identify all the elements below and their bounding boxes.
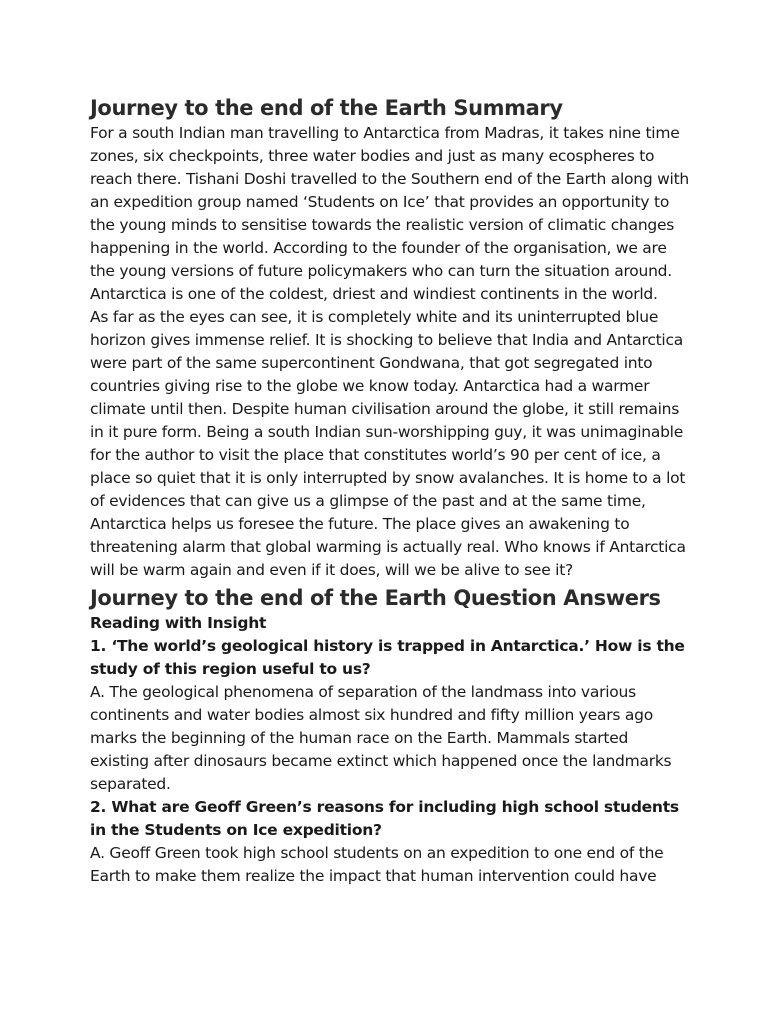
question-text: 2. What are Geoff Green’s reasons for including high school students in the Students on Ice expedition? (90, 798, 679, 839)
qa-subheading: Reading with Insight (90, 614, 267, 632)
summary-paragraph: As far as the eyes can see, it is completely white and its uninterrupted blue horizon gives immense relief. It is shocking to believe that India and Antarctica were part of the same supercontinent Gondwana, that got segregated into countries giving rise to the globe we know today. Antarctica had a warmer climate until then. Despite human civilisation around the globe, it still remains in it pure form. Being a south Indian sun-worshipping guy, it was unimaginable for the author to visit the place that constitutes world’s 90 per cent of ice, a place so quiet that it is only interrupted by snow avalanches. It is home to a lot of evidences that can give us a glimpse of the past and at the same time, Antarctica helps us foresee the future. The place gives an awakening to threatening alarm that global warming is actually real. Who knows if Antarctica will be warm again and even if it does, will we be alive to see it? (90, 308, 686, 579)
question-text: 1. ‘The world’s geological history is trapped in Antarctica.’ How is the study of this region useful to us? (90, 637, 685, 678)
qa-heading: Journey to the end of the Earth Question Answers (90, 586, 661, 610)
document-page (90, 94, 690, 888)
answer-text: A. Geoff Green took high school students on an expedition to one end of the Earth to make them realize the impact that human intervention could have (90, 844, 664, 885)
summary-paragraph: For a south Indian man travelling to Antarctica from Madras, it takes nine time zones, six checkpoints, three water bodies and just as many ecospheres to reach there. Tishani Doshi travelled to the Southern end of the Earth along with an expedition group named ‘Students on Ice’ that provides an opportunity to the young minds to sensitise towards the realistic version of climatic changes happening in the world. According to the founder of the organisation, we are the young versions of future policymakers who can turn the situation around. Antarctica is one of the coldest, driest and windiest continents in the world. (90, 124, 689, 303)
answer-text: A. The geological phenomena of separation of the landmass into various continents and water bodies almost six hundred and fifty million years ago marks the beginning of the human race on the Earth. Mammals started existing after dinosaurs became extinct which happened once the landmarks separated. (90, 683, 672, 793)
summary-heading: Journey to the end of the Earth Summary (90, 96, 563, 120)
